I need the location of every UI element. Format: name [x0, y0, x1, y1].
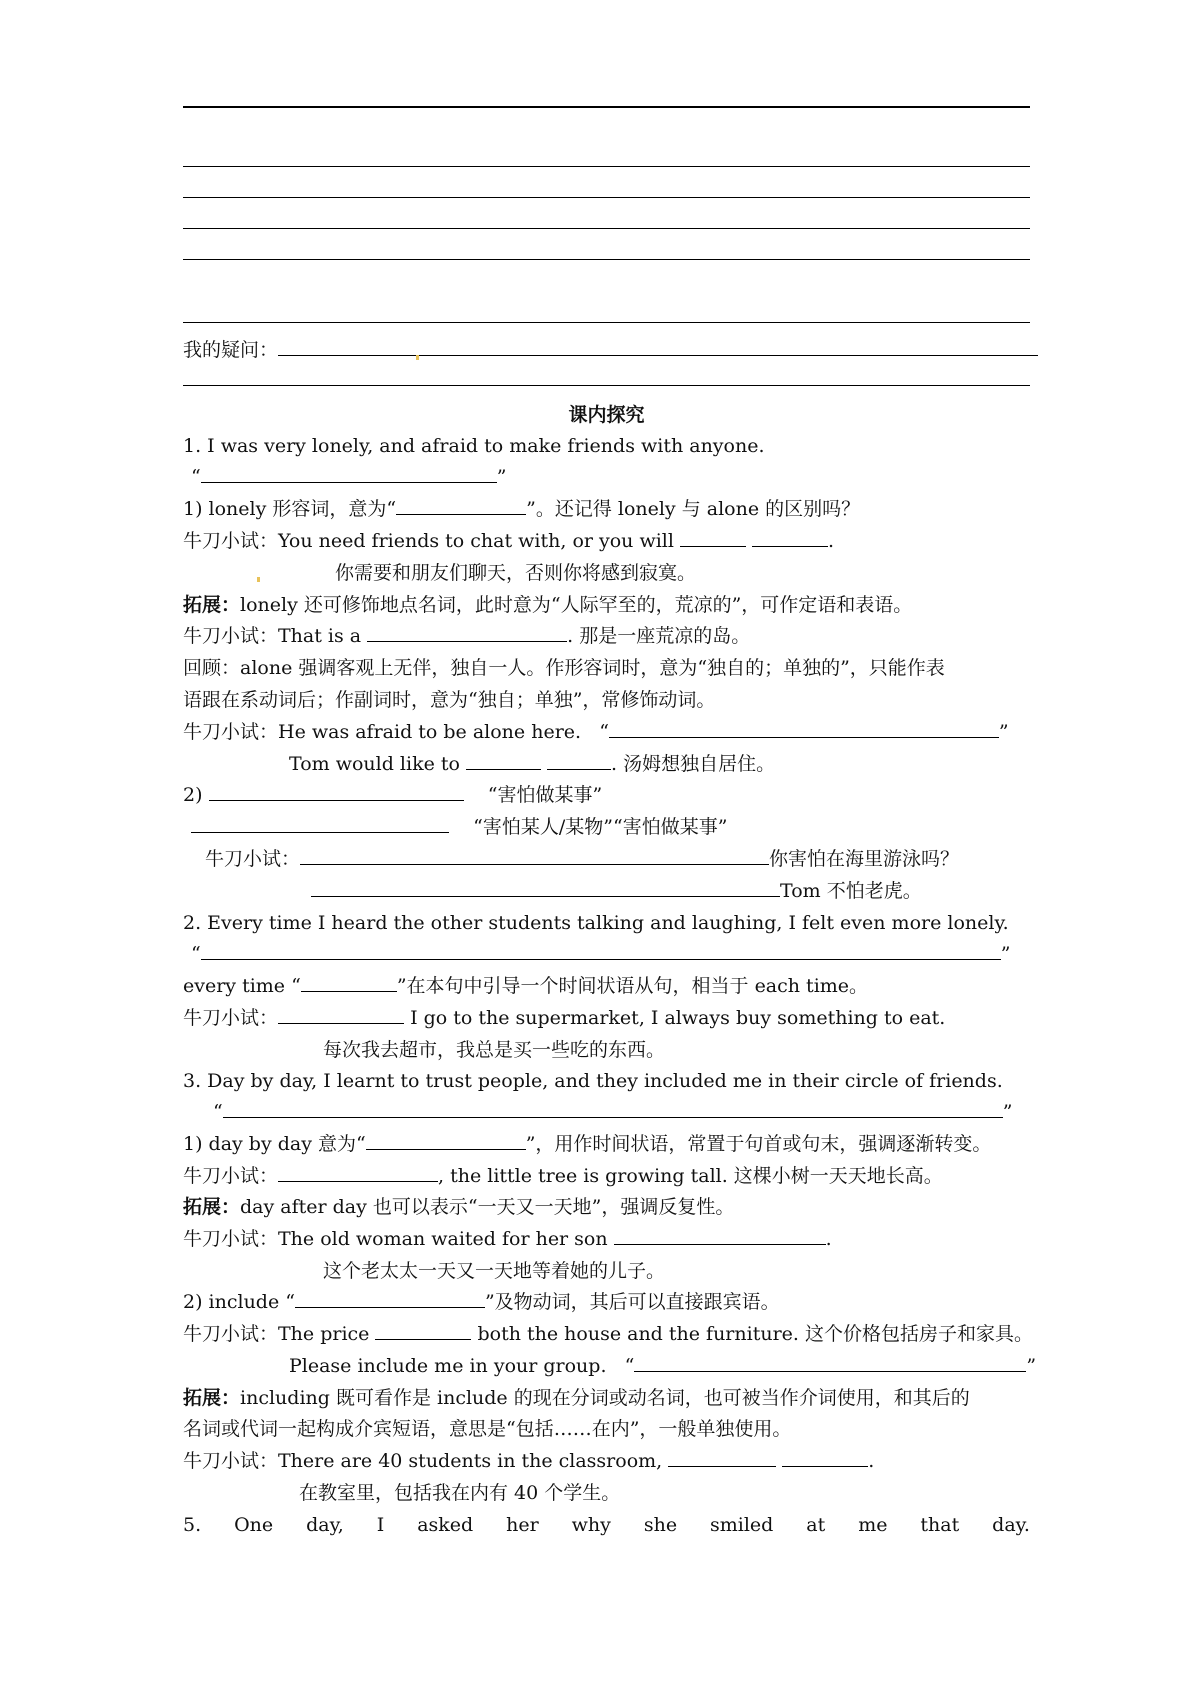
answer-blank[interactable]: [466, 752, 541, 770]
try-4: Tom would like to . 汤姆想独自居住。: [289, 753, 776, 775]
afraid-row-2: “害怕某人/某物”“害怕做某事”: [191, 815, 727, 839]
try-1-translation: 你需要和朋友们聊天，否则你将感到寂寞。: [335, 562, 697, 584]
day-by-day-def: 1) day by day 意为“ ”，用作时间状语，常置于句首或句末，强调逐渐转变。: [183, 1133, 992, 1155]
extension-3a: 拓展：including 既可看作是 include 的现在分词或动名词，也可被当作介词使用，和其后的: [183, 1387, 970, 1409]
sentence-1: 1. I was very lonely, and afraid to make friends with anyone.: [183, 435, 765, 457]
answer-blank[interactable]: [375, 1322, 471, 1340]
translation-blank[interactable]: [201, 942, 1001, 960]
translation-blank[interactable]: [201, 465, 497, 483]
answer-blank[interactable]: [301, 974, 397, 992]
try-12: 牛刀小试：There are 40 students in the classroom, .: [183, 1450, 875, 1472]
lonely-meaning-blank[interactable]: [396, 497, 526, 515]
afraid-row-1: 2) “害怕做某事”: [183, 784, 603, 806]
worksheet-page: [183, 0, 1037, 1698]
answer-blank[interactable]: [752, 529, 828, 547]
blank-line[interactable]: [183, 385, 1030, 386]
extension-1: 拓展：lonely 还可修饰地点名词，此时意为“人际罕至的，荒凉的”，可作定语和表语。: [183, 594, 913, 616]
highlight-mark: [257, 577, 260, 582]
answer-blank[interactable]: [782, 1449, 868, 1467]
my-doubt-blank[interactable]: [278, 338, 1038, 356]
answer-blank[interactable]: [547, 752, 611, 770]
try-5: 牛刀小试： 你害怕在海里游泳吗？: [205, 848, 960, 870]
answer-blank[interactable]: [191, 815, 449, 833]
translation-3: “ ”: [213, 1101, 1013, 1123]
answer-blank[interactable]: [668, 1449, 776, 1467]
try-8: 牛刀小试： , the little tree is growing tall. 这棵小树一天天地长高。: [183, 1165, 943, 1187]
answer-blank[interactable]: [300, 847, 769, 865]
extension-2: 拓展：day after day 也可以表示“一天又一天地”，强调反复性。: [183, 1196, 735, 1218]
try-3: 牛刀小试：He was afraid to be alone here. “ ”: [183, 721, 1009, 743]
try-11: Please include me in your group. “ ”: [289, 1355, 1037, 1377]
include-def: 2) include “ ”及物动词，其后可以直接跟宾语。: [183, 1291, 780, 1313]
translation-2: “ ”: [191, 943, 1011, 965]
blank-line[interactable]: [183, 259, 1030, 260]
section-title: 课内探究: [568, 404, 645, 426]
translation-1: “ ”: [191, 466, 507, 488]
blank-line[interactable]: [183, 322, 1030, 323]
sentence-2: 2. Every time I heard the other students talking and laughing, I felt even more lonely.: [183, 912, 1009, 934]
every-time-def: every time “ ”在本句中引导一个时间状语从句，相当于 each time。: [183, 975, 869, 997]
review-1: 回顾：alone 强调客观上无伴，独自一人。作形容词时，意为“独自的；单独的”，只能作表: [183, 657, 945, 679]
try-6: Tom 不怕老虎。: [311, 879, 922, 903]
answer-blank[interactable]: [278, 1006, 404, 1024]
answer-blank[interactable]: [366, 1132, 526, 1150]
my-doubt-row: [183, 338, 1038, 362]
lonely-def: 1) lonely 形容词，意为“ ”。还记得 lonely 与 alone 的区别吗？: [183, 498, 861, 520]
blank-line[interactable]: [183, 197, 1030, 198]
answer-blank[interactable]: [367, 624, 567, 642]
answer-blank[interactable]: [614, 1227, 826, 1245]
answer-blank[interactable]: [311, 879, 780, 897]
sentence-5: 5. One day, I asked her why she smiled at me that day.: [183, 1514, 1030, 1536]
review-2: 语跟在系动词后；作副词时，意为“独自；单独”，常修饰动词。: [183, 689, 716, 711]
try-1: 牛刀小试：You need friends to chat with, or you will .: [183, 530, 835, 552]
blank-line[interactable]: [183, 166, 1030, 167]
try-7: 牛刀小试： I go to the supermarket, I always buy something to eat.: [183, 1007, 946, 1029]
top-rule: [183, 106, 1030, 108]
try-9: 牛刀小试：The old woman waited for her son .: [183, 1228, 832, 1250]
try-10: 牛刀小试：The price both the house and the furniture. 这个价格包括房子和家具。: [183, 1323, 1033, 1345]
try-9-translation: 这个老太太一天又一天地等着她的儿子。: [323, 1260, 666, 1282]
answer-blank[interactable]: [278, 1164, 438, 1182]
translation-blank[interactable]: [634, 1354, 1026, 1372]
blank-line[interactable]: [183, 228, 1030, 229]
translation-blank[interactable]: [223, 1100, 1003, 1118]
extension-3b: 名词或代词一起构成介宾短语，意思是“包括……在内”，一般单独使用。: [183, 1418, 792, 1440]
answer-blank[interactable]: [209, 783, 464, 801]
answer-blank[interactable]: [680, 529, 746, 547]
try-7-translation: 每次我去超市，我总是买一些吃的东西。: [323, 1039, 666, 1061]
my-doubt-label: 我的疑问：: [183, 339, 279, 361]
try-12-translation: 在教室里，包括我在内有 40 个学生。: [299, 1482, 621, 1504]
sentence-3: 3. Day by day, I learnt to trust people, and they included me in their circle of friends.: [183, 1070, 1003, 1092]
highlight-mark: [416, 355, 419, 360]
translation-blank[interactable]: [609, 720, 999, 738]
try-2: 牛刀小试：That is a . 那是一座荒凉的岛。: [183, 625, 751, 647]
answer-blank[interactable]: [295, 1290, 485, 1308]
